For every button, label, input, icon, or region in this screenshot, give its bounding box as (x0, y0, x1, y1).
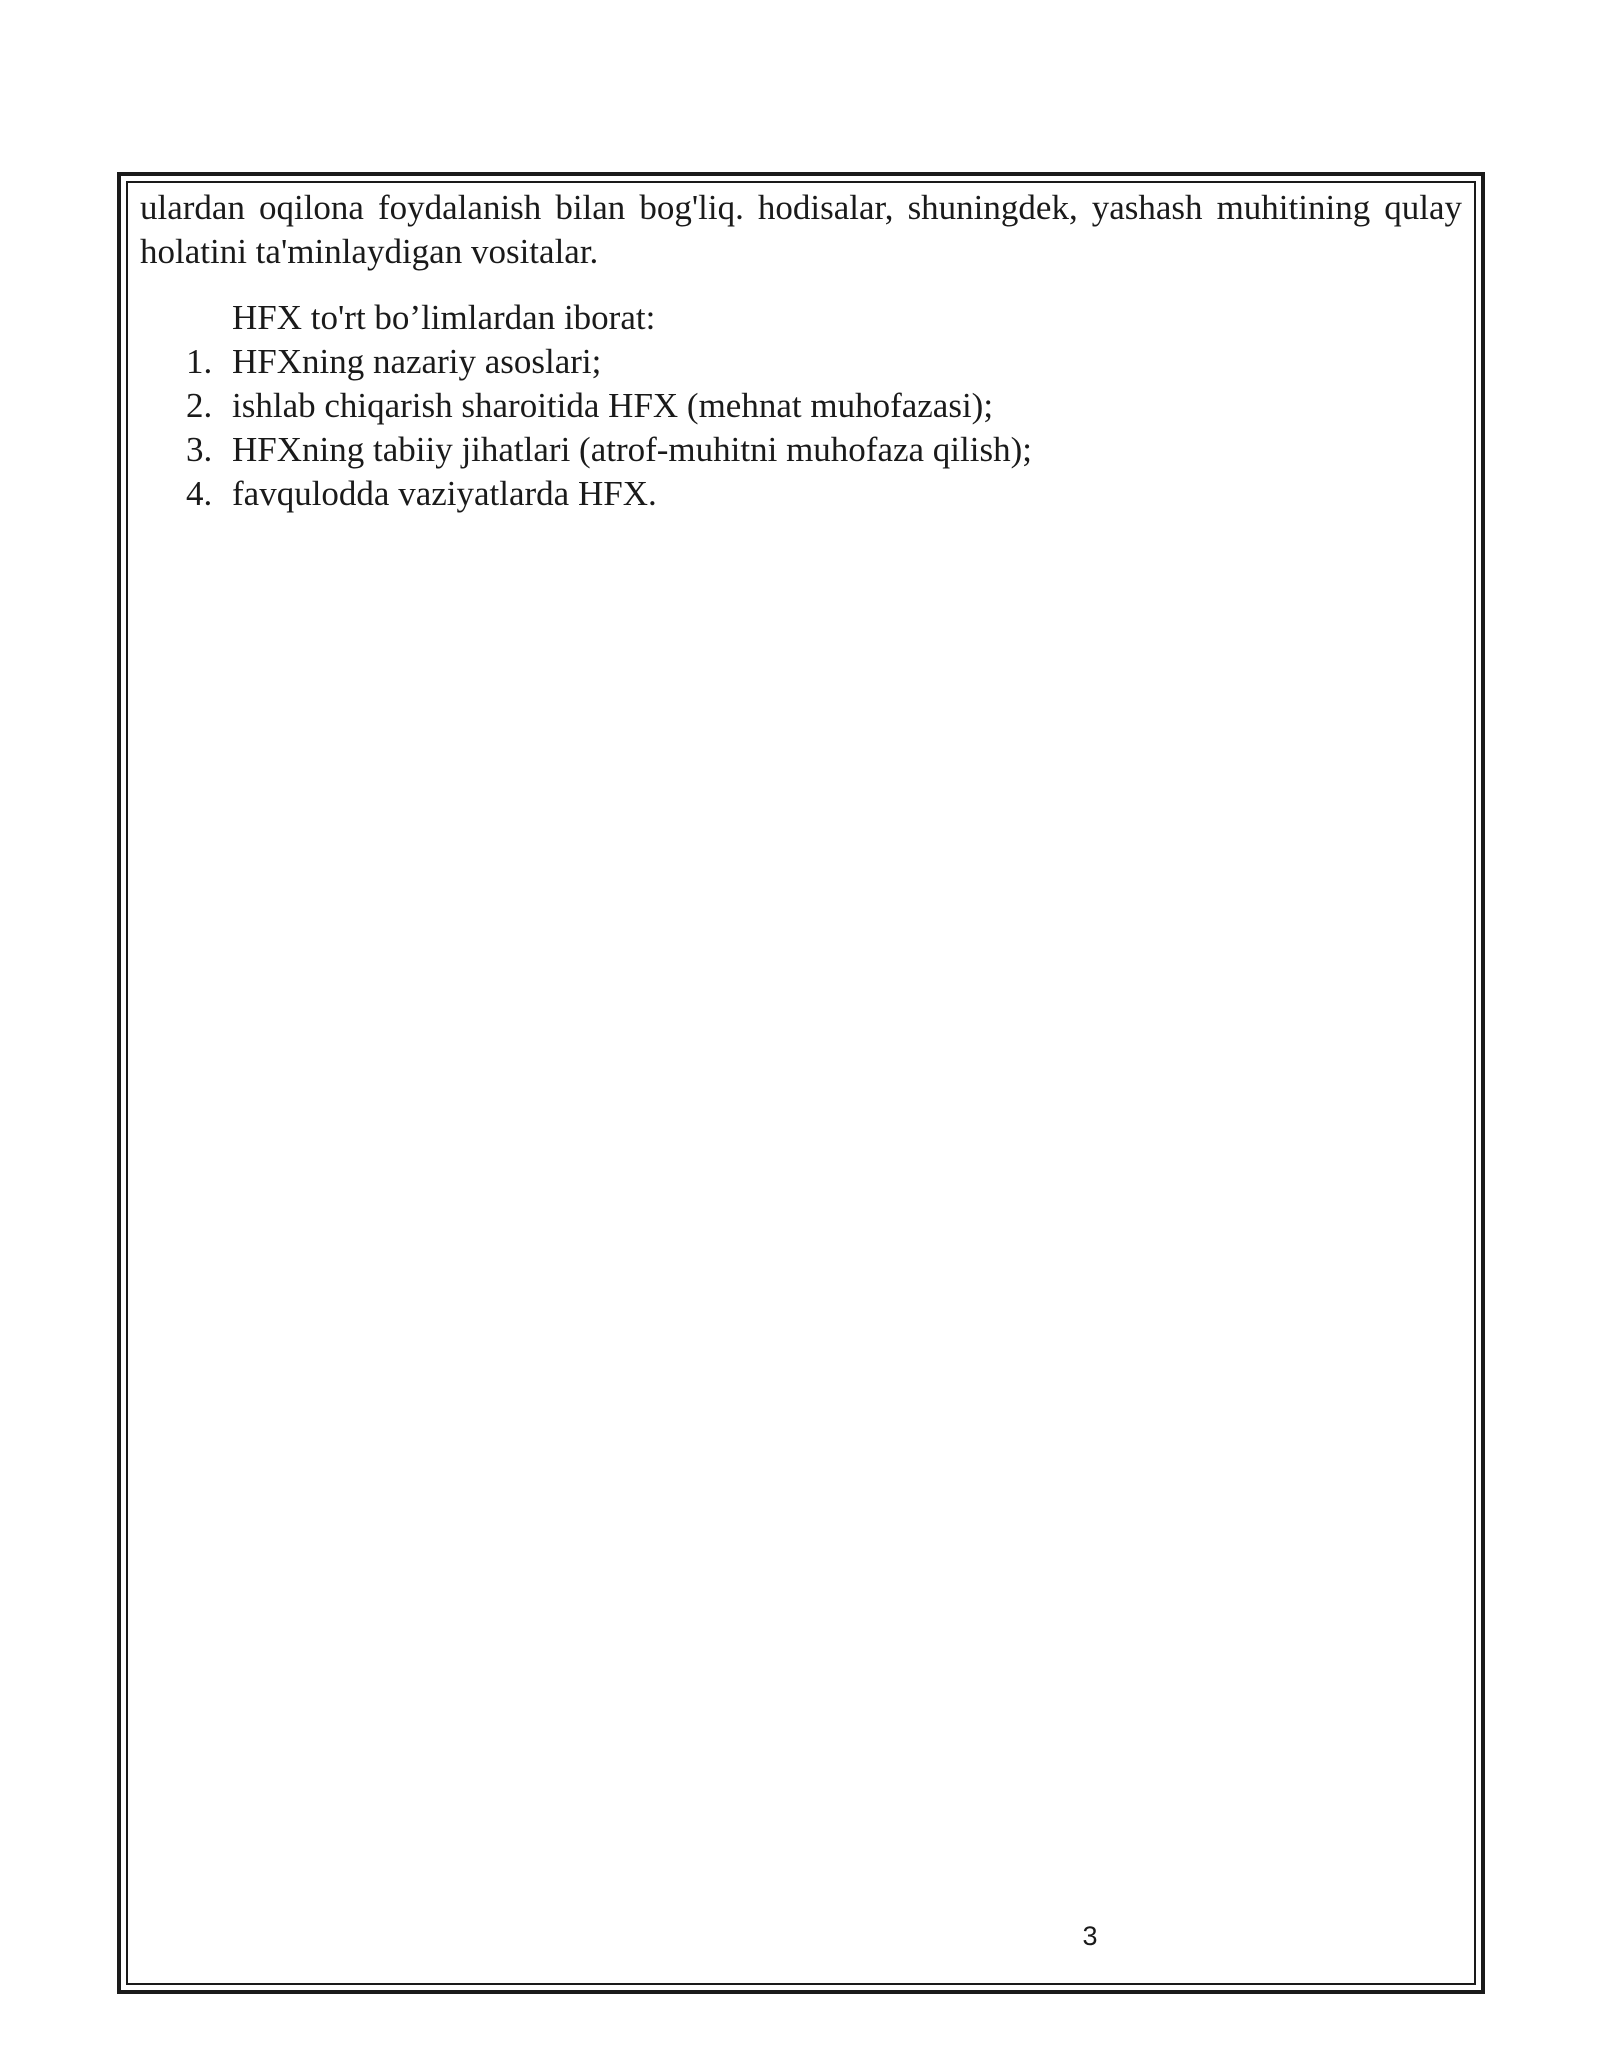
list-intro: HFX to'rt bo’limlardan iborat: (232, 298, 656, 337)
list-item (186, 384, 1462, 428)
list-item (186, 428, 1462, 472)
list-item (186, 472, 1462, 516)
body-paragraph: ulardan oqilona foydalanish bilan bog'liq. hodisalar, shuningdek, yashash muhitining qulay holatini ta'minlaydigan vositalar. (140, 188, 1462, 271)
list-item-text: HFXning tabiiy jihatlari (atrof-muhitni muhofaza qilish); (232, 430, 1032, 469)
sections-list (140, 340, 1462, 516)
list-item-number: 2. (186, 386, 213, 425)
list-item-text: ishlab chiqarish sharoitida HFX (mehnat muhofazasi); (232, 386, 994, 425)
list-item-number: 3. (186, 430, 213, 469)
page-number: 3 (1082, 1921, 1098, 1951)
list-item-number: 1. (186, 342, 213, 381)
page-content (140, 186, 1462, 516)
list-item-number: 4. (186, 474, 213, 513)
list-item-text: favqulodda vaziyatlarda HFX. (232, 474, 657, 513)
list-item (186, 340, 1462, 384)
list-item-text: HFXning nazariy asoslari; (232, 342, 602, 381)
